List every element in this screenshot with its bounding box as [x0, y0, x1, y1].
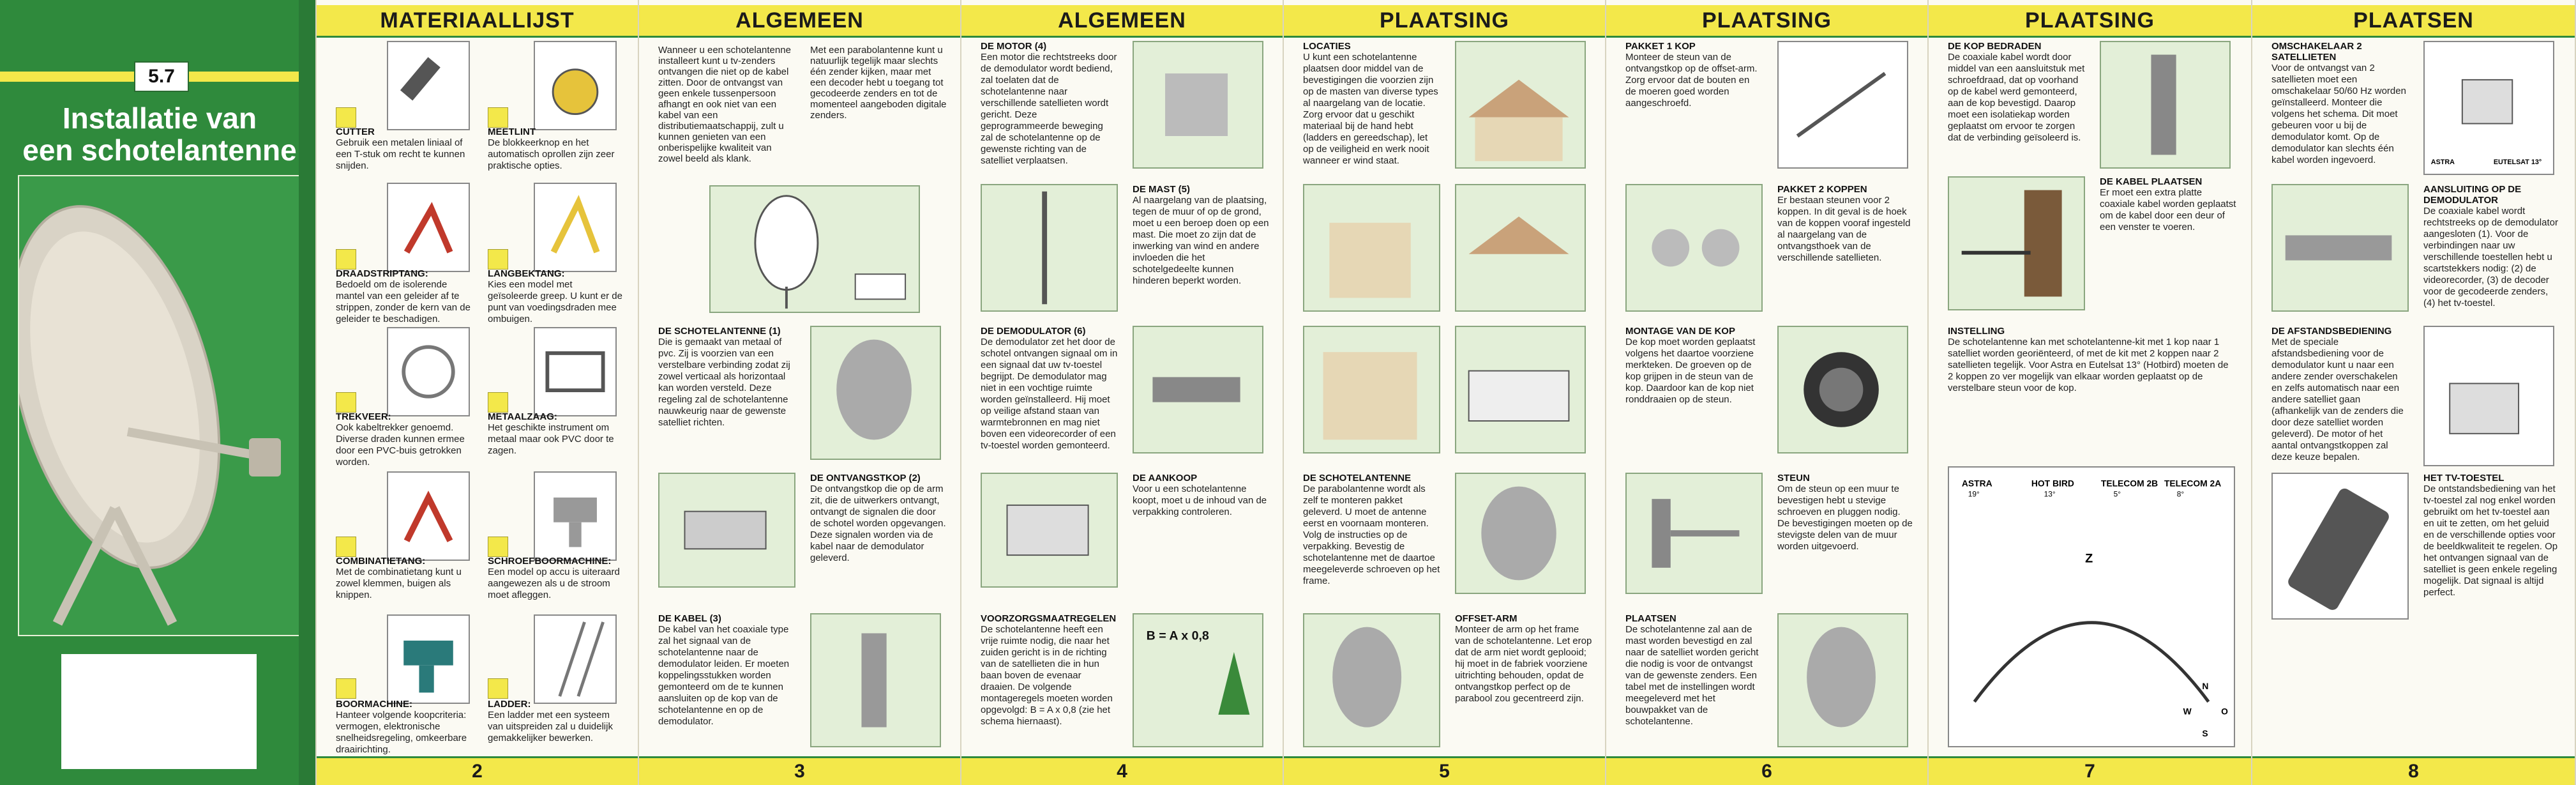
page-5-plaatsing: [1284, 0, 1606, 785]
item-schroefboormachine: [488, 556, 625, 601]
section-title: MONTAGE VAN DE KOP: [1625, 326, 1735, 337]
cover-panel: [0, 0, 317, 785]
item-title: COMBINATIETANG:: [336, 556, 426, 567]
dish-frame-image: [1455, 473, 1586, 594]
checkbox-square: [336, 678, 356, 699]
meetlint-image: [534, 41, 617, 130]
item-text: Ook kabeltrekker genoemd. Diverse draden kunnen ermee door een PVC-buis getrokken worden.: [336, 422, 465, 468]
window-cable-image: [1948, 176, 2085, 310]
section-afstandsbediening: [2271, 326, 2409, 463]
dish-illustration: [19, 176, 300, 635]
section-title: PAKKET 2 KOPPEN: [1777, 184, 1867, 195]
checkbox-square: [488, 249, 508, 270]
section-title: DE MOTOR (4): [981, 41, 1047, 52]
section-ontvangstkop: [810, 473, 947, 564]
schroefboormachine-image: [534, 471, 617, 561]
page-8-header-text: PLAATSEN: [2353, 8, 2474, 33]
page-8-footer: [2252, 756, 2575, 785]
metaalzaag-image: [534, 327, 617, 416]
section-title: DE KABEL PLAATSEN: [2100, 176, 2203, 187]
section-kabel-plaatsen: [2100, 176, 2237, 233]
section-title: DE SCHOTELANTENNE (1): [658, 326, 781, 337]
house-wall-image: [1303, 184, 1440, 312]
section-title: OMSCHAKELAAR 2 SATELLIETEN: [2271, 41, 2362, 63]
section-text: Al naargelang van de plaatsing, tegen de muur of op de grond, moet u een beroep doen op een mast. Die moet zo zijn dat de inwerking van wind en andere invloeden die het schotelgedeelte kunnen hinderen beperkt worden.: [1133, 195, 1269, 286]
house-roof-image: [1455, 184, 1586, 312]
dish-on-mast-image: [1777, 613, 1908, 747]
checkbox-square: [336, 537, 356, 557]
page-3-header: [639, 5, 960, 38]
checkbox-square: [488, 392, 508, 413]
combinatietang-image: [387, 471, 470, 561]
item-title: CUTTER: [336, 126, 375, 137]
cover-title-line1: Installatie van: [62, 102, 257, 135]
section-title: DE ONTVANGSTKOP (2): [810, 473, 921, 484]
switch-diagram: [2423, 41, 2554, 175]
item-ladder: [488, 699, 625, 744]
page-4-header: [961, 5, 1283, 38]
section-pakket-2-koppen: [1777, 184, 1915, 264]
cover-title: [13, 102, 306, 166]
section-mast: [1133, 184, 1270, 287]
item-text: Het geschikte instrument om metaal maar ook PVC door te zagen.: [488, 422, 614, 456]
section-instelling: [1948, 326, 2235, 394]
formula-text: B = A x 0,8: [1146, 629, 1209, 643]
remote-control-image: [2271, 473, 2409, 620]
offset-arm-image: [1303, 613, 1440, 747]
item-meetlint: [488, 126, 625, 172]
section-text: De schotelantenne kan met schotelantenne-kit met 1 kop naar 1 satelliet worden georiënteerd, of met de kit met 2 koppen naar 2 satellieten tegelijk. Voor Astra en Eutelsat 13° (Hotbird) moeten de 2 koppen zo ver mogelijk van elkaar worden geplaatst op de verstelbare steun voor de kop.: [1948, 337, 2229, 393]
page-6-plaatsing: [1606, 0, 1929, 785]
page-3-header-text: ALGEMEEN: [735, 8, 864, 33]
page-number: 5: [1439, 761, 1450, 782]
item-text: Bedoeld om de isolerende mantel van een geleider af te strippen, zonder de kern van de geleider te beschadigen.: [336, 279, 471, 324]
compass-south: S: [2202, 728, 2208, 739]
one-head-kit-image: [1777, 41, 1908, 169]
section-text: De parabolantenne wordt als zelf te monteren pakket geleverd. U moet de antenne eerst en voornaam monteren. Volg de instructies op de verpakking. Bevestig de schotelantenne met de daartoe meegeleverde schroeven op het frame.: [1303, 484, 1440, 586]
item-text: De blokkeerknop en het automatisch oprollen zijn zeer praktische opties.: [488, 137, 615, 171]
section-aansluiting: [2423, 184, 2561, 309]
demodulator-box-image: [2271, 184, 2409, 312]
chapter-number: 5.7: [134, 61, 189, 92]
sat-hotbird-deg: 13°: [2044, 489, 2056, 499]
section-text: Voor u een schotelantenne koopt, moet u de inhoud van de verpakking controleren.: [1133, 484, 1267, 517]
page-number: 4: [1117, 761, 1127, 782]
trekveer-image: [387, 327, 470, 416]
section-schotelantenne-p5: [1303, 473, 1440, 587]
page-number: 2: [472, 761, 483, 782]
section-title: PAKKET 1 KOP: [1625, 41, 1696, 52]
section-montage-kop: [1625, 326, 1763, 406]
page-5-header-text: PLAATSING: [1380, 8, 1509, 33]
page-5-footer: [1284, 756, 1605, 785]
item-title: LADDER:: [488, 699, 531, 710]
section-voorzorgsmaatregelen: [981, 613, 1118, 728]
system-overview-diagram: [709, 185, 920, 313]
checkbox-square: [488, 107, 508, 128]
page-2-materiaallijst: [317, 0, 639, 785]
page-4-footer: [961, 756, 1283, 785]
checkbox-square: [336, 107, 356, 128]
section-motor: [981, 41, 1118, 167]
package-image: [981, 473, 1118, 588]
item-text: Hanteer volgende koopcriteria: vermogen, elektronische snelheidsregeling, omkeerbare draairichting.: [336, 710, 467, 755]
south-z-label: Z: [2085, 551, 2093, 566]
item-text: Gebruik een metalen liniaal of een T-stuk om recht te kunnen snijden.: [336, 137, 465, 171]
sat-astra-label: ASTRA: [1961, 478, 1992, 489]
section-title: DE AANKOOP: [1133, 473, 1198, 484]
section-plaatsen: [1625, 613, 1763, 728]
balcony-image: [1303, 326, 1440, 453]
section-title: DE MAST (5): [1133, 184, 1190, 195]
page-8-header: [2252, 5, 2575, 38]
section-steun: [1777, 473, 1915, 553]
section-text: Monteer de arm op het frame van de schotelantenne. Let erop dat de arm niet wordt geplooid; hij moet in de fabriek voorziene uitrichting behouden, opdat de ontvangstkop perfect op de parabool zou gecentreerd zijn.: [1455, 624, 1592, 704]
section-text: De kop moet worden geplaatst volgens het daartoe voorziene merkteken. De groeven op de kop grijpen in de steun van de kop. Daardoor kan de kop niet ronddraaien op de steun.: [1625, 337, 1756, 405]
section-text: De coaxiale kabel wordt rechtstreeks op de demodulator aangesloten (1). Voor de verbindingen naar uw verschillende toestellen hebt u scartstekkers nodig: (2) de videorecorder, (3) de decoder voor de gecodeerde zenders, (4) het tv-toestel.: [2423, 206, 2558, 309]
item-text: Een model op accu is uiteraard aangewezen als u de stroom moet afleggen.: [488, 567, 620, 600]
page-number: 6: [1761, 761, 1772, 782]
item-title: DRAADSTRIPTANG:: [336, 268, 428, 279]
section-schotelantenne: [658, 326, 795, 429]
page-2-header: [317, 5, 638, 38]
section-text: De schotelantenne heeft een vrije ruimte nodig, die naar het zuiden gericht is in de richting van de satellieten die in hun baan boven de evenaar draaien. De volgende montageregels moeten worden opgevolgd: B = A x 0,8 (zie het schema hiernaast).: [981, 624, 1113, 727]
section-text: Met de speciale afstandsbediening voor de demodulator kunt u naar een andere zender overschakelen en zelfs automatisch naar een andere satelliet gaan (afhankelijk van de zenders die door deze satelliet worden geleverd). De motor of het aantal ontvangstkoppen zal deze keuze bepalen.: [2271, 337, 2404, 462]
caravan-image: [1455, 326, 1586, 453]
page-7-header-text: PLAATSING: [2025, 8, 2155, 33]
item-title: SCHROEFBOORMACHINE:: [488, 556, 612, 567]
section-offset-arm: [1455, 613, 1592, 705]
section-text: De ontstandsbediening van het tv-toestel zal nog enkel worden gebruikt om het tv-toestel aan en uit te zetten, om het geluid en de verschillende opties voor de beeldkwaliteit te regelen. Op het ontvangen signaal van de satelliet is geen enkele regeling mogelijk. Dat signaal is altijd perfect.: [2423, 484, 2558, 598]
boormachine-image: [387, 614, 470, 704]
page-7-header: [1929, 5, 2251, 38]
sat-hotbird-label: HOT BIRD: [2031, 478, 2074, 489]
section-tv-toestel: [2423, 473, 2561, 598]
section-text: De schotelantenne zal aan de mast worden bevestigd en zal naar de satelliet worden gericht die nodig is voor de ontvangst van de gewenste zenders. Een tabel met de instellingen wordt meegeleverd met het bouwpakket van de schotelantenne.: [1625, 624, 1759, 727]
section-demodulator: [981, 326, 1118, 452]
section-kabel: [658, 613, 795, 728]
section-title: HET TV-TOESTEL: [2423, 473, 2504, 484]
section-title: DE KOP BEDRADEN: [1948, 41, 2042, 52]
switch-label-eutelsat: EUTELSAT 13°: [2493, 158, 2542, 167]
section-text: Voor de ontvangst van 2 satellieten moet een omschakelaar 50/60 Hz worden geïnstalleerd. Monteer die volgens het schema. Dit moet gebeuren voor u bij de demodulator komt. Op de demodulator kan slechts één kabel worden ingevoerd.: [2271, 63, 2406, 165]
section-title: VOORZORGSMAATREGELEN: [981, 613, 1117, 624]
satellite-orbit-diagram: [1948, 466, 2235, 747]
page-6-footer: [1606, 756, 1927, 785]
lnb-image: [658, 473, 795, 588]
section-title: DE KABEL (3): [658, 613, 721, 624]
section-locaties: [1303, 41, 1440, 167]
section-text: Er bestaan steunen voor 2 koppen. In dit geval is de hoek van de koppen vooraf ingesteld al naargelang van de ontvangsthoek van de verschillende satellieten.: [1777, 195, 1911, 263]
section-text: De demodulator zet het door de schotel ontvangen signaal om in een signaal dat uw tv-toestel begrijpt. De demodulator mag niet in een vochtige ruimte worden geïnstalleerd. Hij moet op veilige afstand staan van warmtebronnen en mag niet boven een videorecorder of een tv-toestel worden gemonteerd.: [981, 337, 1118, 451]
item-boormachine: [336, 699, 473, 756]
checkbox-square: [336, 392, 356, 413]
section-title: OFFSET-ARM: [1455, 613, 1518, 624]
compass-north: N: [2202, 680, 2209, 691]
compass-west: W: [2183, 706, 2192, 717]
switch-label-astra: ASTRA: [2430, 158, 2455, 167]
page-number: 8: [2408, 761, 2419, 782]
demodulator-image: [1133, 326, 1263, 453]
section-title: DE AFSTANDSBEDIENING: [2271, 326, 2392, 337]
section-pakket-1-kop: [1625, 41, 1763, 109]
clearance-diagram: [1133, 613, 1263, 747]
section-text: Er moet een extra platte coaxiale kabel worden geplaatst om de kabel door een deur of een venster te voeren.: [2100, 187, 2236, 232]
section-text: Om de steun op een muur te bevestigen hebt u stevige schroeven en pluggen nodig. De bevestigingen moeten op de stevigste delen van de muur worden uitgevoerd.: [1777, 484, 1913, 552]
page-6-header: [1606, 5, 1927, 38]
page-7-plaatsing: [1929, 0, 2252, 785]
checkbox-square: [488, 537, 508, 557]
section-aankoop: [1133, 473, 1270, 518]
page-6-header-text: PLAATSING: [1702, 8, 1832, 33]
cable-connector-image: [2100, 41, 2231, 169]
section-text: Monteer de steun van de ontvangstkop op de offset-arm. Zorg ervoor dat de bouten en de moeren goed worden aangeschroefd.: [1625, 52, 1758, 109]
section-text: De kabel van het coaxiale type zal het signaal van de schotelantenne naar de demodulator leiden. Er moeten koppelingsstukken worden gemonteerd om de te kunnen aansluiten op de kop van de schotelantenne en op de demodulator.: [658, 624, 790, 727]
item-text: Met de combinatietang kunt u zowel klemmen, buigen als knippen.: [336, 567, 462, 600]
dish-image: [810, 326, 941, 460]
page-8-plaatsen: [2252, 0, 2576, 785]
item-trekveer: [336, 411, 473, 468]
page-3-algemeen: [639, 0, 961, 785]
sat-telecom2a-deg: 8°: [2176, 489, 2185, 499]
item-draadstriptang: [336, 268, 473, 325]
section-title: INSTELLING: [1948, 326, 2005, 337]
motor-image: [1133, 41, 1263, 169]
section-title: STEUN: [1777, 473, 1810, 484]
cutter-image: [387, 41, 470, 130]
section-omschakelaar: [2271, 41, 2409, 166]
intro-text-1: Wanneer u een schotelantenne installeert kunt u tv-zenders ontvangen die niet op de kabel zitten. Door de ontvangst van geen enkele tussenpersoon afhangt en ook niet van een kabel van een distributiemaatschappij, zult u kunnen genieten van een onberispelijke kwaliteit van zowel beeld als klank.: [658, 45, 791, 164]
checkbox-square: [336, 249, 356, 270]
lnb-mount-image: [1777, 326, 1908, 453]
item-combinatietang: [336, 556, 473, 601]
system-connection-image: [2423, 326, 2554, 466]
item-langbektang: [488, 268, 625, 325]
cover-title-line2: een schotelantenne: [22, 133, 297, 167]
sat-astra-deg: 19°: [1968, 489, 1980, 499]
item-title: TREKVEER:: [336, 411, 391, 422]
page-number: 7: [2084, 761, 2095, 782]
mast-image: [981, 184, 1118, 312]
page-number: 3: [794, 761, 805, 782]
section-text: Een motor die rechtstreeks door de demodulator wordt bediend, zal toelaten dat de schotelantenne naar verschillende satellieten wordt gericht. Deze geprogrammeerde beweging zal de schotelantenne op de gewenste richting van de satelliet verplaatsen.: [981, 52, 1117, 166]
section-kop-bedraden: [1948, 41, 2085, 144]
item-title: LANGBEKTANG:: [488, 268, 565, 279]
section-title: DE SCHOTELANTENNE: [1303, 473, 1412, 484]
page-5-header: [1284, 5, 1605, 38]
section-title: LOCATIES: [1303, 41, 1351, 52]
intro-text-2: Met een parabolantenne kunt u natuurlijk tegelijk maar slechts één zender kijken, maar met een decoder hebt u toegang tot gecodeerde zenders en tot de momenteel aangeboden digitale zenders.: [810, 45, 947, 121]
two-head-kit-image: [1625, 184, 1763, 312]
satellite-dish-photo: [18, 175, 301, 636]
compass-east: O: [2221, 706, 2228, 717]
langbektang-image: [534, 183, 617, 272]
item-cutter: [336, 126, 473, 172]
item-text: Een ladder met een systeem van uitspreiden zal u duidelijk gemakkelijker bewerken.: [488, 710, 613, 743]
section-title: AANSLUITING OP DE DEMODULATOR: [2423, 184, 2522, 206]
item-text: Kies een model met geïsoleerde greep. U kunt er de punt van voedingsdraden mee ombuigen.: [488, 279, 622, 324]
section-title: PLAATSEN: [1625, 613, 1676, 624]
sat-telecom2b-deg: 5°: [2113, 489, 2121, 499]
sat-telecom2a-label: TELECOM 2A: [2164, 478, 2222, 489]
section-text: De coaxiale kabel wordt door middel van een aansluitstuk met schroefdraad, dat op voorhand op de kabel werd gemonteerd, aan de kop bevestigd. Daarop moet een isolatiekap worden geplaatst om ervoor te zorgen dat de verbinding geïsoleerd is.: [1948, 52, 2085, 143]
house-chimney-image: [1455, 41, 1586, 169]
cable-image: [810, 613, 941, 747]
page-2-header-text: MATERIAALLIJST: [380, 8, 575, 33]
page-3-footer: [639, 756, 960, 785]
page-4-header-text: ALGEMEEN: [1058, 8, 1186, 33]
ladder-image: [534, 614, 617, 704]
item-title: MEETLINT: [488, 126, 536, 137]
draadstriptang-image: [387, 183, 470, 272]
page-2-footer: [317, 756, 638, 785]
checkbox-square: [488, 678, 508, 699]
page-7-footer: [1929, 756, 2251, 785]
section-text: De ontvangstkop die op de arm zit, die de uitwerkers ontvangt, ontvangt de signalen die door de schotel worden opgevangen. Deze signalen worden via de kabel naar de demodulator geleverd.: [810, 484, 946, 563]
item-title: METAALZAAG:: [488, 411, 557, 422]
section-text: U kunt een schotelantenne plaatsen door middel van de bevestigingen die voorzien zijn op de masten van diverse types al naargelang van de locatie. Zorg ervoor dat u geschikt materiaal bij de hand hebt (ladders en gereedschap), let op de veiligheid en werk nooit wanneer er wind staat.: [1303, 52, 1438, 166]
sat-telecom2b-label: TELECOM 2B: [2100, 478, 2158, 489]
item-metaalzaag: [488, 411, 625, 457]
cover-label-box: [61, 654, 257, 769]
page-4-algemeen: [961, 0, 1284, 785]
cover-side-stripe: [299, 0, 315, 785]
section-text: Die is gemaakt van metaal of pvc. Zij is voorzien van een verstelbare verbinding zodat zij zowel verticaal als horizontaal kan worden versteld. Deze regeling zal de schotelantenne nauwkeurig naar de gewenste satelliet richten.: [658, 337, 790, 428]
item-title: BOORMACHINE:: [336, 699, 412, 710]
section-title: DE DEMODULATOR (6): [981, 326, 1086, 337]
wall-bracket-image: [1625, 473, 1763, 594]
